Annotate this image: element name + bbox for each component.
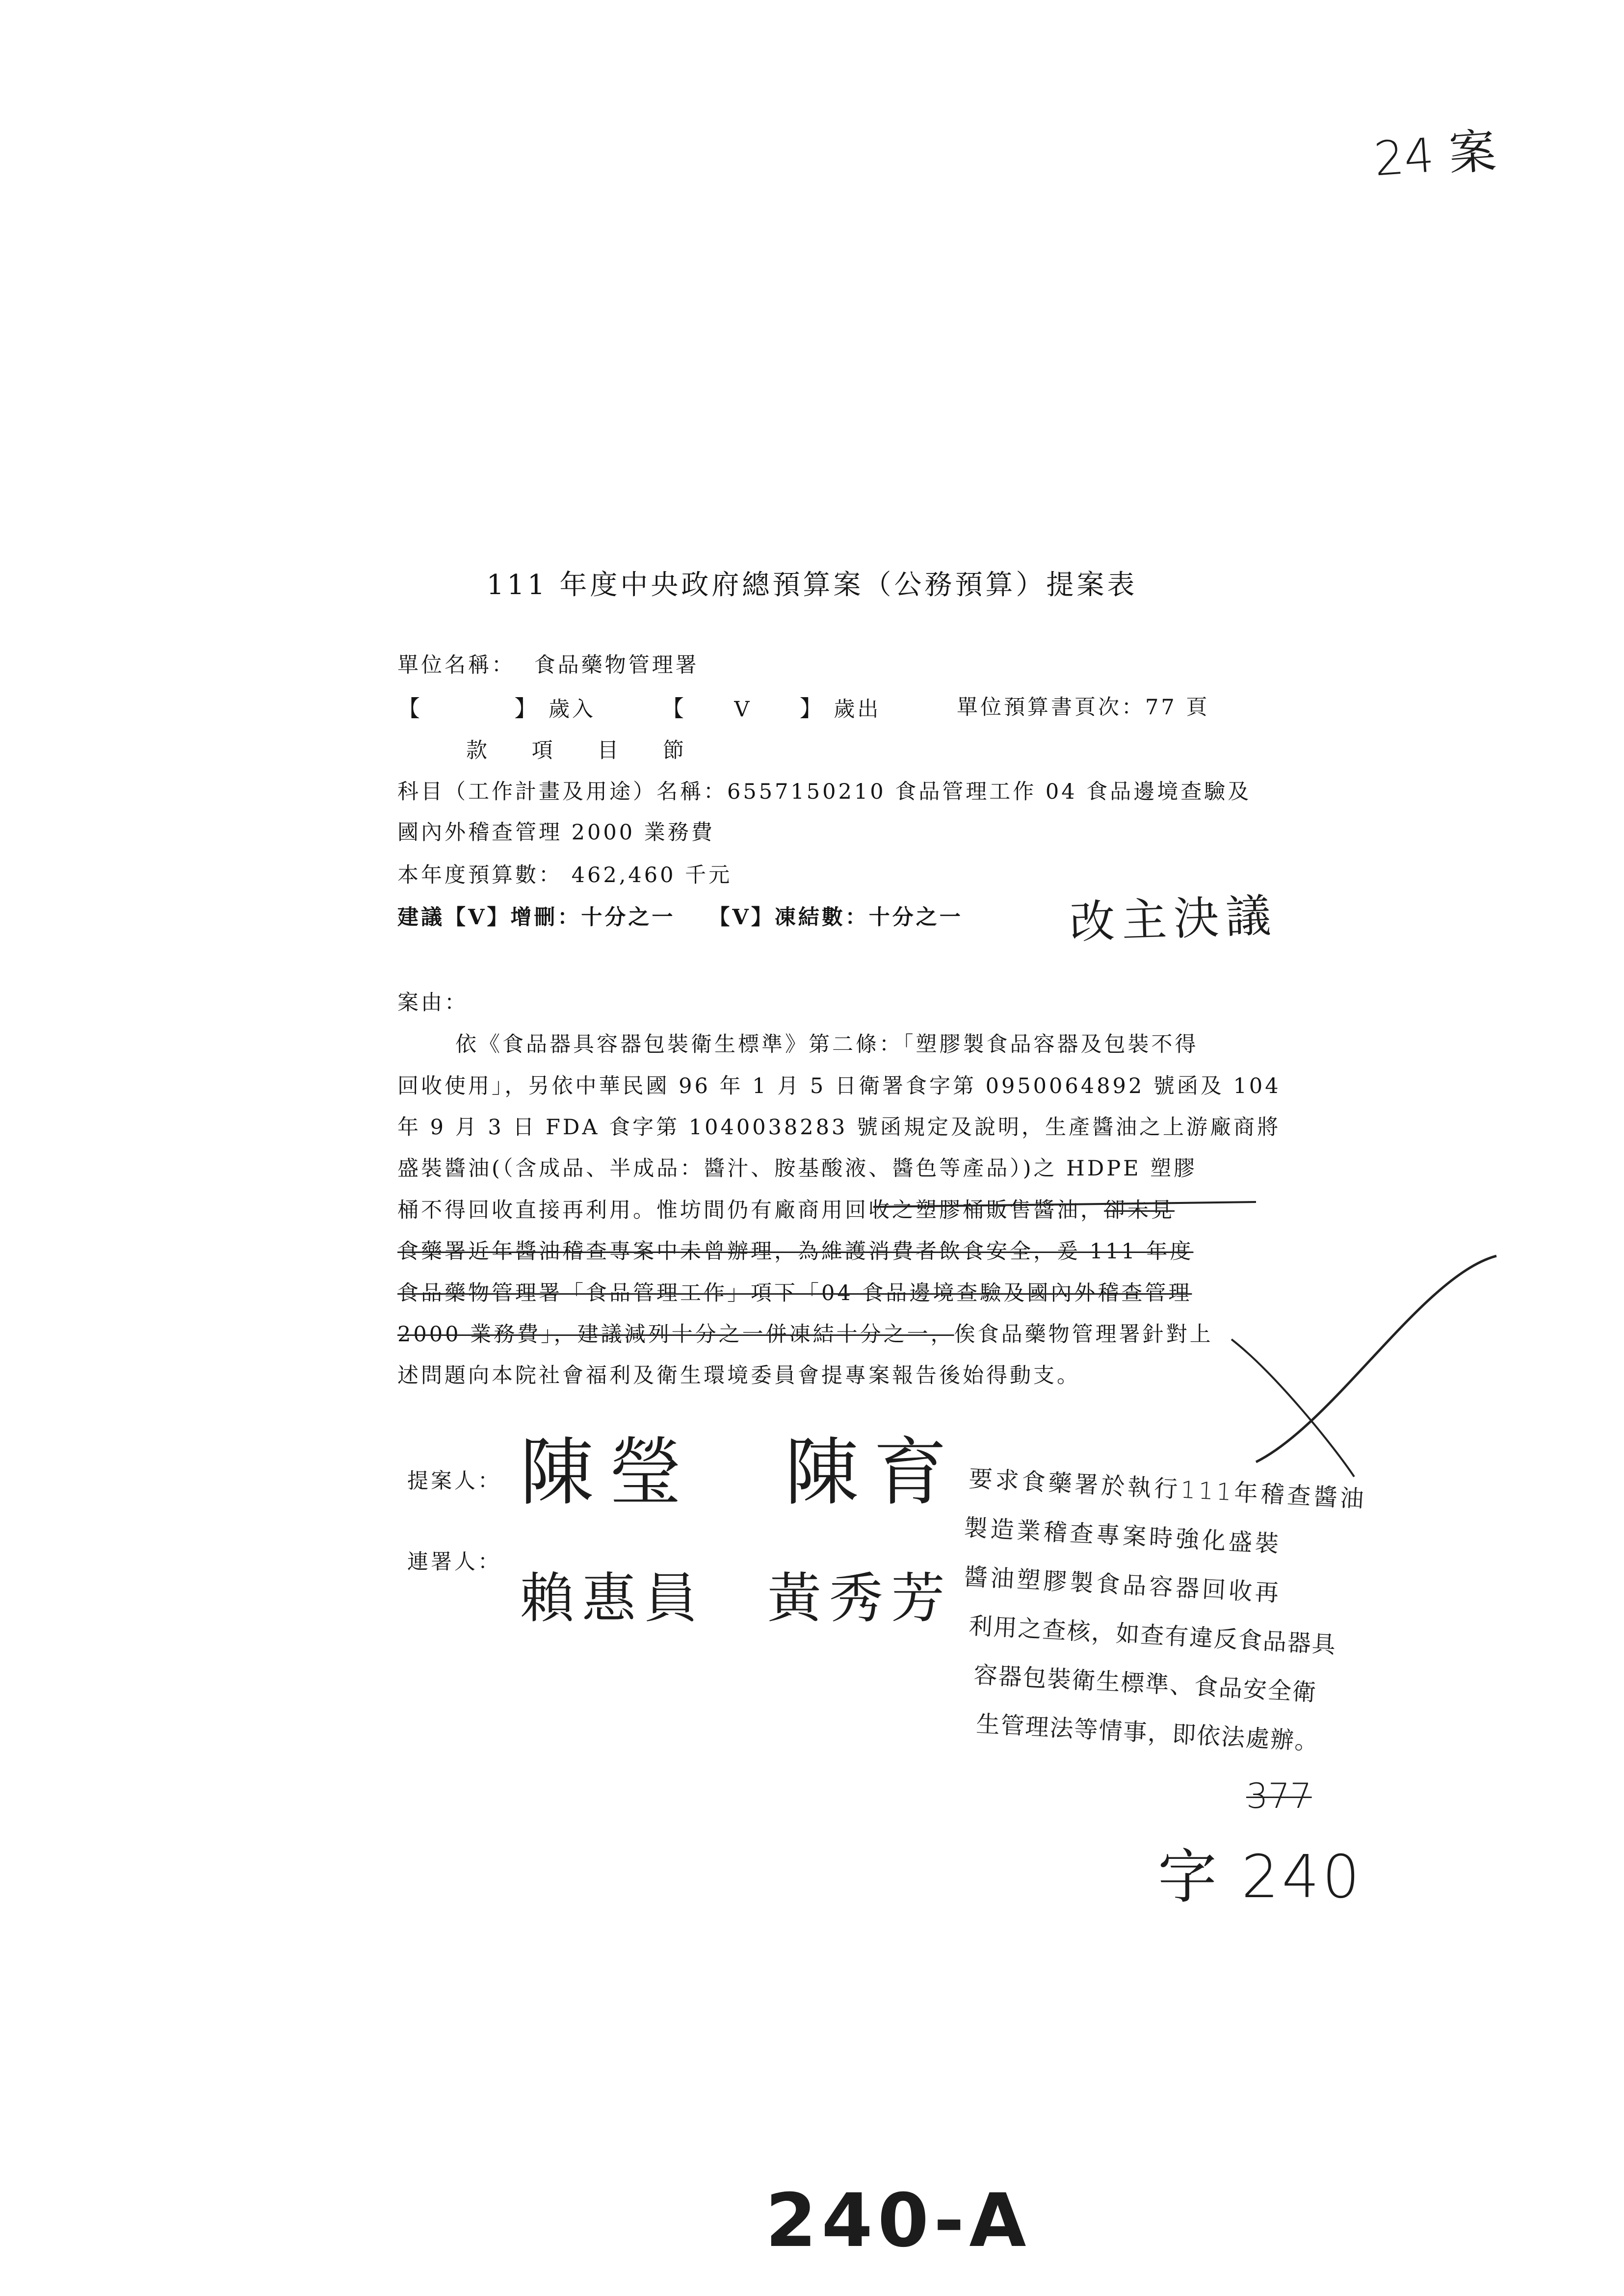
subject-line-2: 國內外稽查管理 2000 業務費 xyxy=(397,820,715,845)
resolution-line-1: 要求食藥署於執行111年稽查醬油 xyxy=(968,1465,1367,1513)
resolution-line-2: 製造業稽查專案時強化盛裝 xyxy=(963,1514,1283,1558)
account-header-jie: 節 xyxy=(663,738,684,763)
reason-line-5-plain: 桶不得回收直接再利用。惟坊間仍有廠商用回收之塑膠桶販售醬油， xyxy=(397,1198,1104,1223)
expense-checkbox: 【 V 】 歲出 xyxy=(661,695,881,722)
account-header-xiang: 項 xyxy=(531,738,553,763)
resolution-line-5: 容器包裝衛生標準、食品安全衛 xyxy=(973,1661,1318,1707)
pen-arrow-stroke-2 xyxy=(1231,1339,1354,1477)
proposer-label: 提案人： xyxy=(407,1469,501,1493)
new-page-number: 字 240 xyxy=(1158,1843,1363,1911)
unit-label: 單位名稱： xyxy=(397,653,515,678)
reason-line-3: 年 9 月 3 日 FDA 食字第 1040038283 號函規定及說明，生產醬油之上游廠商將 xyxy=(397,1115,1281,1140)
expense-mark: V xyxy=(734,697,752,722)
reason-line-8-tail: 俟食品藥物管理署針對上 xyxy=(954,1322,1213,1347)
pen-arrow-stroke xyxy=(1256,1256,1496,1462)
old-page-number: 377 xyxy=(1246,1776,1312,1816)
suggestion-handwritten: 改主決議 xyxy=(1069,889,1279,949)
reason-line-9: 述問題向本院社會福利及衛生環境委員會提專案報告後始得動支。 xyxy=(397,1363,1080,1388)
account-header-kuan: 款 xyxy=(466,738,487,763)
cosigner-signature: 賴惠員 黃秀芳 xyxy=(520,1567,953,1630)
account-headers xyxy=(466,734,722,764)
resolution-line-6: 生管理法等情事，即依法處辦。 xyxy=(975,1710,1320,1756)
suggestion-line: 建議【V】增刪：十分之一 【V】凍結數：十分之一 xyxy=(397,905,963,930)
subject-line-1: 科目（工作計畫及用途）名稱：6557150210 食品管理工作 04 食品邊境查驗及 xyxy=(397,780,1252,804)
reason-line-5 xyxy=(397,1194,1175,1224)
reason-struck-line-3: 2000 業務費」，建議減列十分之一併凍結十分之一， xyxy=(397,1322,954,1347)
resolution-line-3: 醬油塑膠製食品容器回收再 xyxy=(963,1563,1283,1607)
reason-line-2: 回收使用」，另依中華民國 96 年 1 月 5 日衛署食字第 0950064892 號函及 104 xyxy=(397,1074,1281,1098)
reason-struck-line-1: 食藥署近年醬油稽查專案中未曾辦理，為維護消費者飲食安全，爰 111 年度 xyxy=(397,1239,1194,1264)
page-reference: 單位預算書頁次：77 頁 xyxy=(957,695,1210,720)
form-title: 111 年度中央政府總預算案（公務預算）提案表 xyxy=(486,569,1138,601)
cosigner-label: 連署人： xyxy=(407,1550,501,1574)
resolution-line-4: 利用之查核，如查有違反食品器具 xyxy=(968,1612,1337,1659)
budget-amount: 本年度預算數： 462,460 千元 xyxy=(397,863,733,887)
unit-row xyxy=(397,649,699,678)
reason-line-4: 盛裝醬油(（含成品、半成品：醬汁、胺基酸液、醬色等產品）)之 HDPE 塑膠 xyxy=(397,1156,1198,1181)
reason-label: 案由： xyxy=(397,991,468,1015)
corner-note: 24 案 xyxy=(1372,123,1498,187)
reason-line-8 xyxy=(397,1318,1213,1348)
footer-page-number: 240-A xyxy=(765,2178,1031,2264)
revenue-checkbox: 【 】 歲入 xyxy=(397,695,596,722)
reason-struck-line-2: 食品藥物管理署「食品管理工作」項下「04 食品邊境查驗及國內外稽查管理 xyxy=(397,1281,1192,1305)
unit-name: 食品藥物管理署 xyxy=(534,653,699,678)
proposer-signature: 陳瑩 陳育 xyxy=(520,1430,962,1515)
reason-line-1: 依《食品器具容器包裝衛生標準》第二條：「塑膠製食品容器及包裝不得 xyxy=(432,1032,1199,1057)
revenue-label: 歲入 xyxy=(549,697,596,722)
expense-label: 歲出 xyxy=(834,697,881,722)
reason-line-5-struck: 卻未見 xyxy=(1104,1198,1175,1223)
account-header-mu: 目 xyxy=(597,738,619,763)
